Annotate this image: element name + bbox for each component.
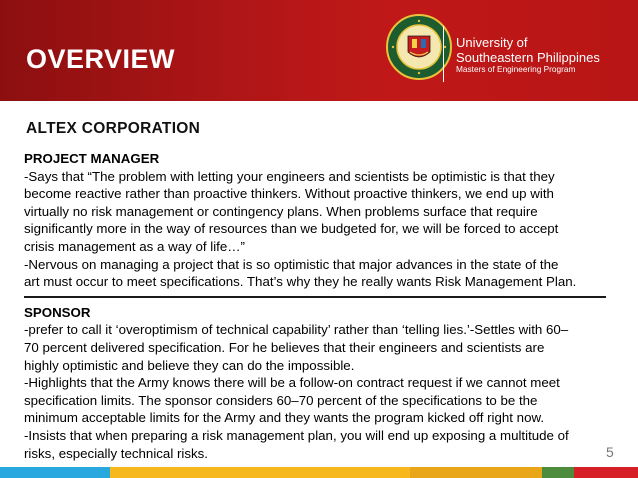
- text-line: highly optimistic and believe they can do the impossible.: [24, 357, 355, 373]
- project-manager-heading: PROJECT MANAGER: [24, 151, 160, 166]
- text-line: 70 percent delivered specification. For he believes that their engineers and scientists are: [24, 339, 545, 355]
- sponsor-heading: SPONSOR: [24, 304, 91, 320]
- text-line: become reactive rather than proactive thinkers. Without proactive thinkers, we end up with: [24, 186, 554, 202]
- section-divider: [24, 296, 606, 298]
- university-name-line2: Southeastern Philippines: [456, 50, 600, 65]
- text-line: crisis management as a way of life…”: [24, 238, 245, 254]
- university-name: [456, 35, 600, 65]
- page-title: OVERVIEW: [26, 44, 176, 74]
- page-number: 5: [606, 444, 614, 460]
- footer-segment-green: [542, 467, 574, 478]
- footer-segment-yellow: [110, 467, 410, 478]
- slide-body: [24, 150, 624, 462]
- text-line: minimum acceptable limits for the Army and they wants the program kicked off right now.: [24, 410, 545, 426]
- text-line: specification limits. The sponsor considers 60–70 percent of the specifications to be the: [24, 392, 538, 408]
- text-line: -Nervous on managing a project that is so optimistic that major advances in the state of the: [24, 256, 559, 272]
- section-title: ALTEX CORPORATION: [26, 120, 201, 137]
- footer-segment-blue: [0, 467, 110, 478]
- text-line: -Says that “The problem with letting your engineers and scientists be optimistic is that they: [24, 168, 555, 184]
- footer-segment-red: [574, 467, 638, 478]
- university-name-line1: University of: [456, 35, 528, 50]
- text-line: -Highlights that the Army knows there will be a follow-on contract request if we cannot meet: [24, 375, 560, 391]
- footer-segment-gold: [410, 467, 542, 478]
- text-line: -Insists that when preparing a risk management plan, you will end up exposing a multitude of: [24, 427, 569, 443]
- text-line: virtually no risk management or contingency plans. When problems surface that require: [24, 203, 538, 219]
- text-line: risks, especially technical risks.: [24, 445, 208, 461]
- program-name: Masters of Engineering Program: [456, 64, 576, 74]
- footer-color-bar: [0, 467, 638, 478]
- text-line: significantly more in the way of resources than we budgeted for, we will be forced to accept: [24, 221, 559, 237]
- header-divider: [443, 26, 444, 82]
- header-banner: [0, 0, 638, 101]
- text-line: -prefer to call it ‘overoptimism of technical capability’ rather than ‘telling lies.’-Settles with 60–: [24, 322, 569, 338]
- text-line: art must occur to meet specifications. That’s why they he really wants Risk Management Plan.: [24, 274, 577, 290]
